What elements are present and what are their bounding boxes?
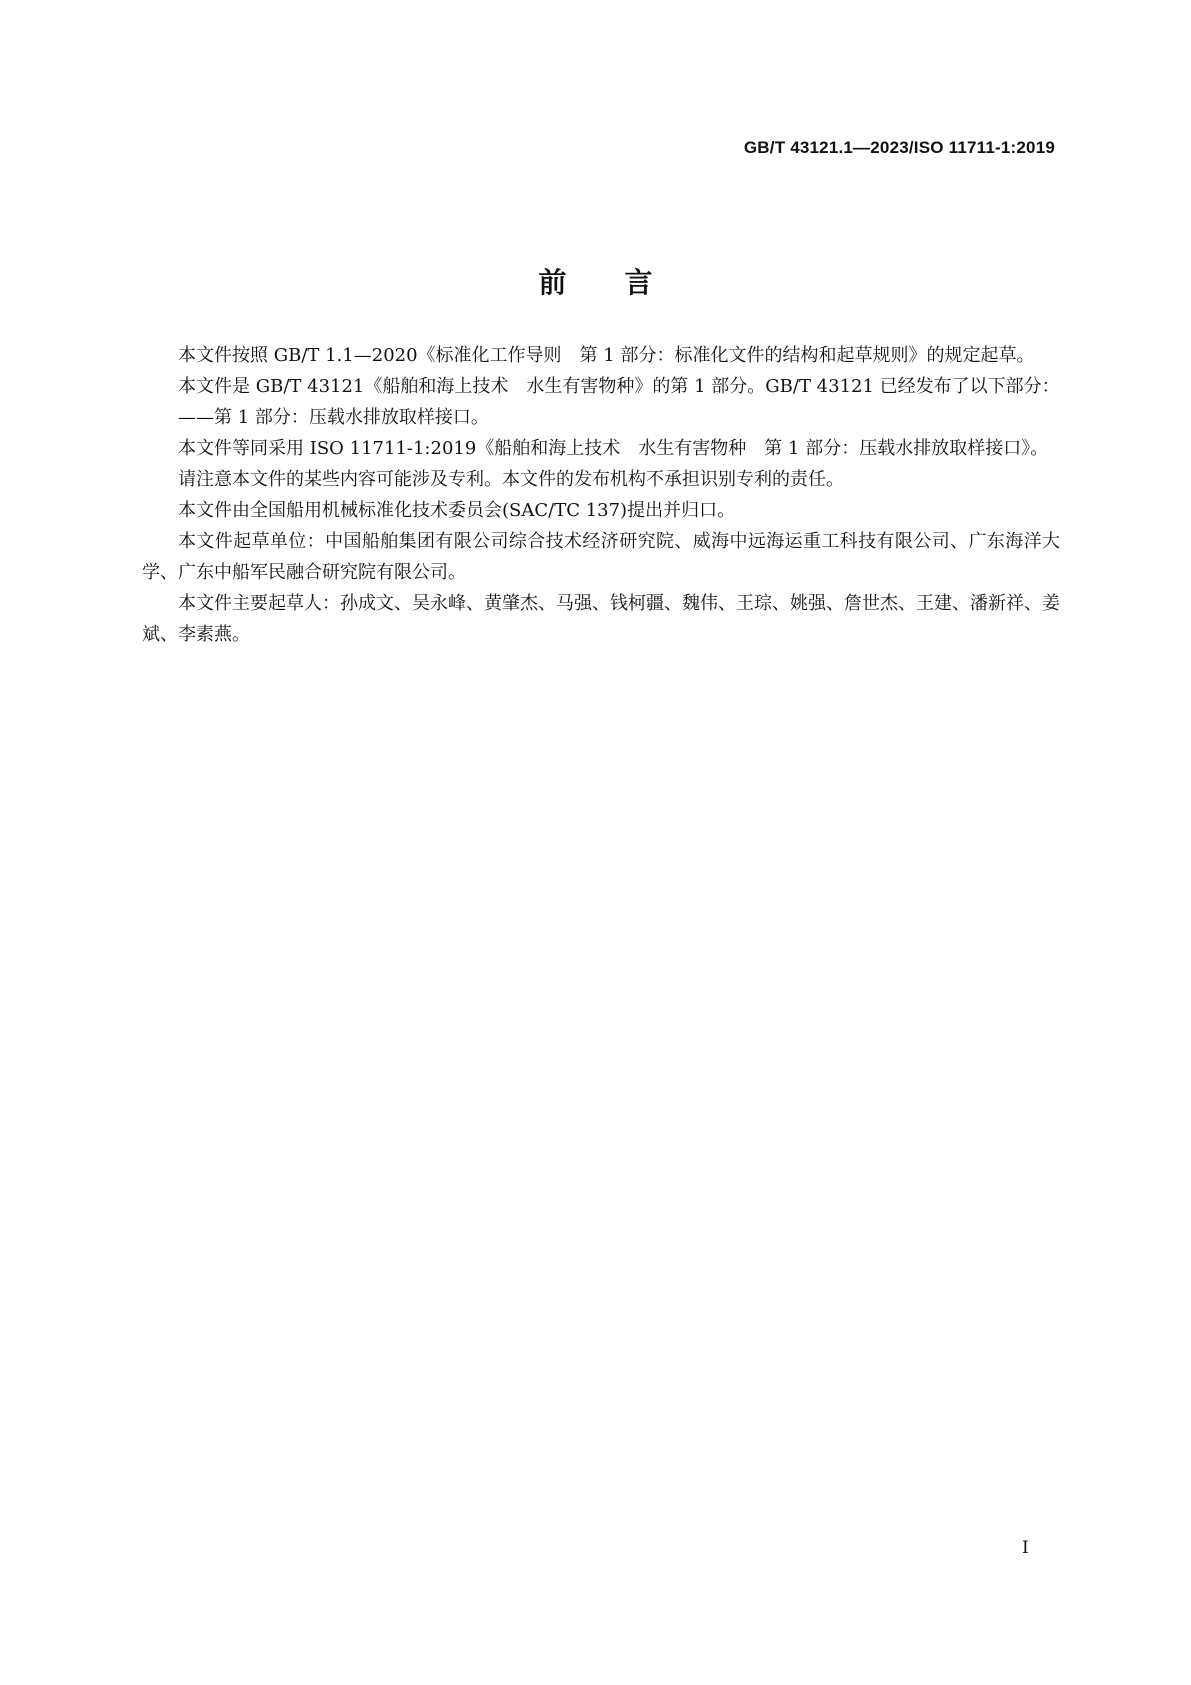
foreword-body xyxy=(142,340,1060,650)
paragraph-patent-notice: 请注意本文件的某些内容可能涉及专利。本文件的发布机构不承担识别专利的责任。 xyxy=(178,469,844,490)
paragraph-proposer: 本文件由全国船用机械标准化技术委员会(SAC/TC 137)提出并归口。 xyxy=(178,500,736,521)
paragraph-drafting-basis: 本文件按照 GB/T 1.1—2020《标准化工作导则 第 1 部分：标准化文件的结构和起草规则》的规定起草。 xyxy=(178,345,1035,366)
page-title: 前言 xyxy=(538,265,711,299)
paragraph-published-part: ——第 1 部分：压载水排放取样接口。 xyxy=(178,407,489,428)
paragraph-drafting-units: 本文件起草单位：中国船舶集团有限公司综合技术经济研究院、威海中远海运重工科技有限公司、广东海洋大学、广东中船军民融合研究院有限公司。 xyxy=(142,531,1060,583)
paragraph-drafters: 本文件主要起草人：孙成文、吴永峰、黄肇杰、马强、钱柯疆、魏伟、王琮、姚强、詹世杰、王建、潘新祥、姜斌、李素燕。 xyxy=(142,593,1060,645)
page-number: I xyxy=(1022,1538,1029,1558)
paragraph-series-note: 本文件是 GB/T 43121《船舶和海上技术 水生有害物种》的第 1 部分。GB/T 43121 已经发布了以下部分： xyxy=(178,376,1060,397)
paragraph-adoption: 本文件等同采用 ISO 11711-1:2019《船舶和海上技术 水生有害物种 第 1 部分：压载水排放取样接口》。 xyxy=(178,438,1049,459)
standard-number-header: GB/T 43121.1—2023/ISO 11711-1:2019 xyxy=(743,138,1055,157)
